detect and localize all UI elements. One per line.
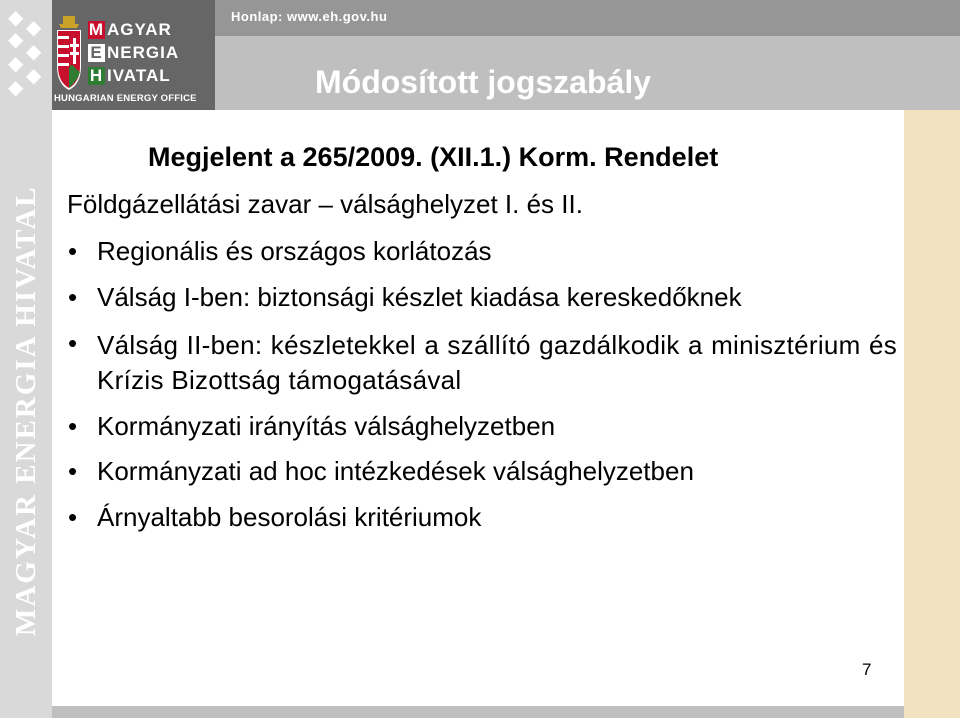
diamond-icon: ◆ <box>26 17 42 39</box>
bullet-text: Válság I-ben: biztonsági készlet kiadása kereskedőknek <box>97 282 742 312</box>
bullet-text: Kormányzati ad hoc intézkedések válsághelyzetben <box>97 456 694 486</box>
bullet-icon: • <box>68 282 78 312</box>
logo <box>52 0 215 110</box>
diamond-icon: ◆ <box>26 41 42 63</box>
bullet-icon: • <box>68 456 78 486</box>
sidebar-vertical-text: MAGYAR ENERGIA HIVATAL <box>10 185 42 636</box>
logo-line-hivatal: H IVATAL <box>89 66 171 85</box>
diamond-icon: ◆ <box>8 53 24 75</box>
bottom-decor-bar <box>52 706 904 718</box>
logo-line-magyar: M AGYAR <box>88 20 172 39</box>
diamond-icon: ◆ <box>8 77 24 99</box>
intro-line: Földgázellátási zavar – válsághelyzet I. és II. <box>67 189 583 219</box>
logo-tagline: HUNGARIAN ENERGY OFFICE <box>54 93 197 104</box>
logo-letter-m: M <box>88 20 105 39</box>
logo-letter-h: H <box>89 66 104 85</box>
logo-line-energia: E NERGIA <box>88 43 179 63</box>
sidebar <box>0 0 52 718</box>
crest-icon <box>54 16 84 92</box>
regulation-subtitle: Megjelent a 265/2009. (XII.1.) Korm. Rendelet <box>148 142 719 172</box>
slide-title: Módosított jogszabály <box>315 64 651 100</box>
bullet-icon: • <box>68 328 78 358</box>
bullet-text: Kormányzati irányítás válsághelyzetben <box>97 411 556 441</box>
bullet-icon: • <box>68 411 78 441</box>
bullet-text: Regionális és országos korlátozás <box>97 236 492 266</box>
logo-letter-e: E <box>88 44 105 62</box>
diamond-icon: ◆ <box>26 65 42 87</box>
bullet-text: Árnyaltabb besorolási kritériumok <box>97 502 482 532</box>
bullet-icon: • <box>68 236 78 266</box>
header-top-strip <box>215 0 960 36</box>
header <box>215 0 960 110</box>
page-number: 7 <box>862 660 872 679</box>
bullet-text: Válság II-ben: készletekkel a szállító gazdálkodik a minisztérium és Krízis Bizottság támogatásával <box>97 330 897 395</box>
diamond-icon: ◆ <box>8 29 24 51</box>
diamond-icon: ◆ <box>8 7 24 29</box>
bullet-icon: • <box>68 502 78 532</box>
homepage-link[interactable]: Honlap: www.eh.gov.hu <box>231 9 388 24</box>
right-decor-strip <box>904 110 960 718</box>
